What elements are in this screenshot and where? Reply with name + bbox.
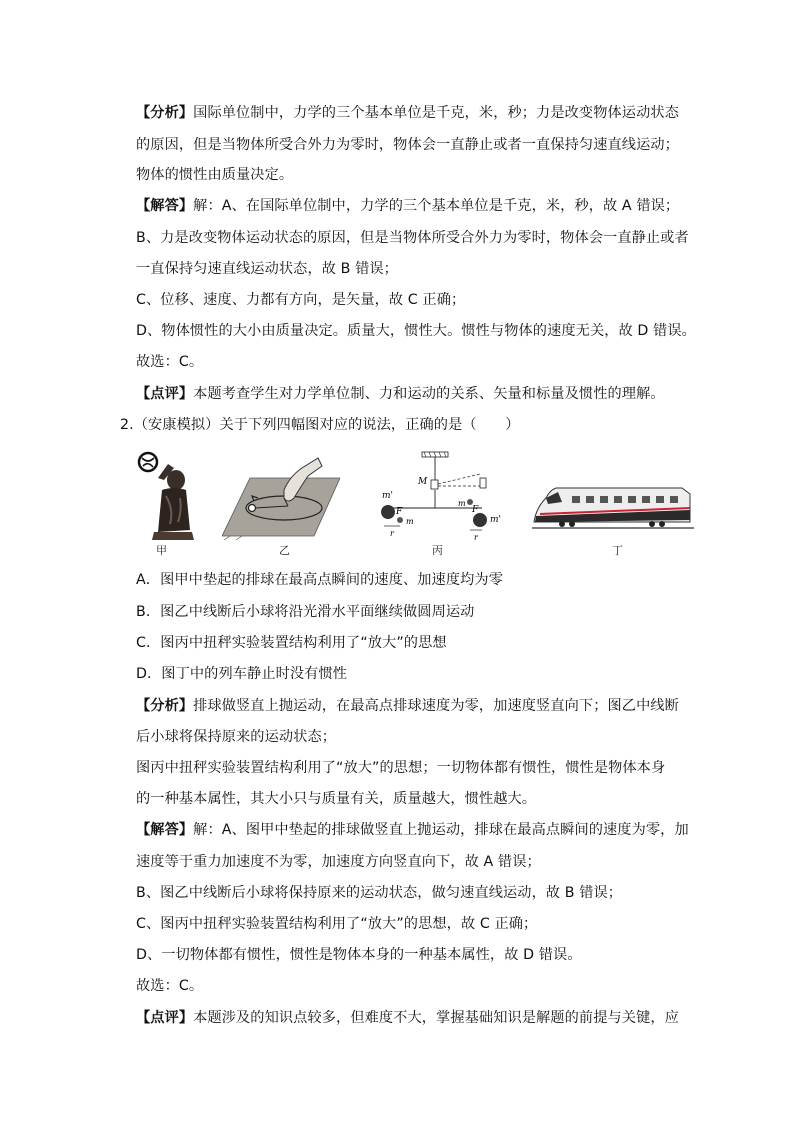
solution2-line-1: 【解答】解：A、图甲中垫起的排球做竖直上抛运动，排球在最高点瞬间的速度为零，加 [136, 822, 689, 838]
comment-tag: 【点评】 [136, 386, 194, 402]
analysis2-line-1: 【分析】排球做竖直上抛运动，在最高点排球速度为零，加速度竖直向下；图乙中线断 [136, 698, 679, 714]
analysis-line-2: 的原因，但是当物体所受合外力为零时，物体会一直静止或者一直保持匀速直线运动； [136, 137, 679, 153]
figure-volleyball [134, 450, 198, 540]
analysis2-line-3: 图丙中扭秤实验装置结构利用了“放大”的思想；一切物体都有惯性，惯性是物体本身 [136, 760, 666, 776]
solution-tag: 【解答】 [136, 198, 194, 214]
mirror-icon [431, 480, 438, 489]
solution-b-line-1: B、力是改变物体运动状态的原因，但是当物体所受合外力为零时，物体会一直静止或者 [136, 230, 689, 246]
symbol-M: M [418, 477, 428, 487]
question-figures [134, 450, 694, 560]
solution2-tag: 【解答】 [136, 822, 194, 838]
light-source-icon [480, 478, 486, 488]
large-mass-right [473, 513, 487, 527]
figure-label-jia: 甲 [156, 544, 167, 557]
solution-c: C、位移、速度、力都有方向，是矢量，故 C 正确； [136, 292, 466, 308]
symbol-F-right: F [472, 505, 479, 515]
question-stem: 2.（安康模拟）关于下列四幅图对应的说法，正确的是（ ） [120, 417, 520, 433]
analysis-line-3: 物体的惯性由质量决定。 [136, 167, 294, 183]
symbol-m-left: m [406, 517, 414, 526]
analysis-line-1: 【分析】国际单位制中，力学的三个基本单位是千克，米，秒；力是改变物体运动状态 [136, 105, 679, 121]
comment2-tag: 【点评】 [136, 1010, 194, 1026]
small-mass-left [397, 517, 403, 523]
analysis2-tag: 【分析】 [136, 698, 194, 714]
option-c: C．图丙中扭秤实验装置结构利用了“放大”的思想 [136, 635, 447, 651]
symbol-m-prime-left: m' [382, 491, 394, 501]
comment2-line: 【点评】本题涉及的知识点较多，但难度不大，掌握基础知识是解题的前提与关键，应 [136, 1010, 679, 1026]
figure-torsion-balance [374, 450, 514, 540]
solution-d: D、物体惯性的大小由质量决定。质量大，惯性大。惯性与物体的速度无关，故 D 错误。 [136, 323, 696, 339]
analysis-tag: 【分析】 [136, 105, 194, 121]
option-a: A．图甲中垫起的排球在最高点瞬间的速度、加速度均为零 [136, 572, 503, 588]
symbol-m-prime-right: m' [490, 515, 502, 525]
figure-circular-motion [222, 450, 340, 540]
symbol-m-right: m [458, 499, 466, 508]
figure-label-yi: 乙 [279, 544, 290, 557]
solution2-d: D、一切物体都有惯性，惯性是物体本身的一种基本属性，故 D 错误。 [136, 947, 582, 963]
symbol-r-left: r [390, 529, 394, 538]
solution2-c: C、图丙中扭秤实验装置结构利用了“放大”的思想，故 C 正确； [136, 916, 538, 932]
option-b: B．图乙中线断后小球将沿光滑水平面继续做圆周运动 [136, 604, 475, 620]
option-d: D．图丁中的列车静止时没有惯性 [136, 666, 348, 682]
volleyball-icon [139, 453, 157, 471]
figure-label-bing: 丙 [432, 544, 443, 557]
comment-line: 【点评】本题考查学生对力学单位制、力和运动的关系、矢量和标量及惯性的理解。 [136, 386, 665, 402]
solution-line-1: 【解答】解：A、在国际单位制中，力学的三个基本单位是千克，米，秒，故 A 错误； [136, 198, 680, 214]
analysis2-line-4: 的一种基本属性，其大小只与质量有关，质量越大，惯性越大。 [136, 791, 537, 807]
symbol-r-right: r [474, 533, 478, 540]
figure-label-ding: 丁 [612, 544, 623, 557]
solution-b-line-2: 一直保持匀速直线运动状态，故 B 错误； [136, 261, 398, 277]
solution2-line-2: 速度等于重力加速度不为零，加速度方向竖直向下，故 A 错误； [136, 854, 541, 870]
answer2: 故选：C。 [136, 978, 204, 994]
small-ball-icon [249, 505, 256, 512]
symbol-F-left: F [396, 507, 403, 517]
analysis2-line-2: 后小球将保持原来的运动状态； [136, 729, 337, 745]
solution2-b: B、图乙中线断后小球将保持原来的运动状态，做匀速直线运动，故 B 错误； [136, 885, 623, 901]
figure-train [532, 478, 694, 534]
large-mass-left [381, 505, 395, 519]
answer: 故选：C。 [136, 354, 204, 370]
